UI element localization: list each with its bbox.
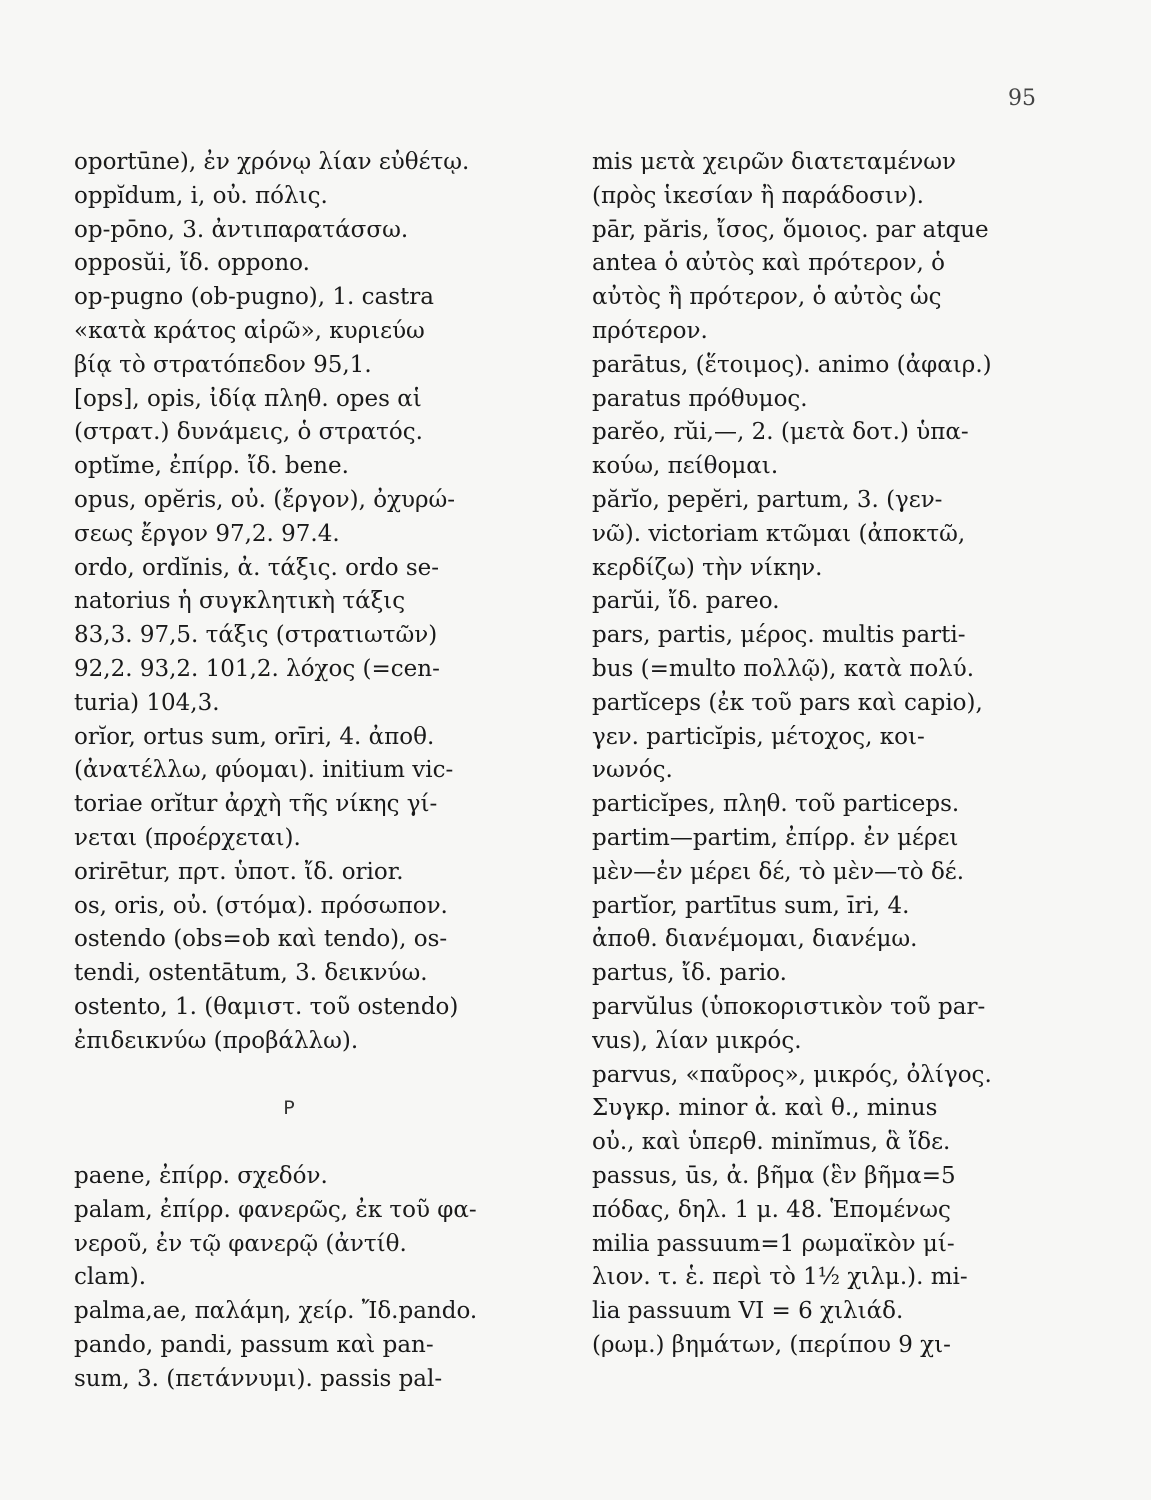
dictionary-line: lia passuum VI = 6 χιλιάδ. xyxy=(592,1298,904,1325)
dictionary-line: partus, ἴδ. pario. xyxy=(592,960,787,987)
dictionary-line: oppĭdum, i, οὐ. πόλις. xyxy=(74,182,328,209)
dictionary-line: oportūne), ἐν χρόνῳ λίαν εὐθέτῳ. xyxy=(74,149,470,175)
dictionary-line: βίᾳ τὸ στρατόπεδον 95,1. xyxy=(74,351,372,378)
dictionary-line: passus, ūs, ἀ. βῆμα (ἓν βῆμα=5 xyxy=(592,1162,956,1189)
dictionary-line: partĭor, partītus sum, īri, 4. xyxy=(592,892,910,919)
dictionary-line: πρότερον. xyxy=(592,317,708,344)
dictionary-line: pars, partis, μέρος. multis parti- xyxy=(592,622,966,649)
dictionary-line: optĭme, ἐπίρρ. ἴδ. bene. xyxy=(74,453,349,480)
dictionary-line: părĭo, pepĕri, partum, 3. (γεν- xyxy=(592,486,943,513)
dictionary-line: pār, păris, ἴσος, ὅμοιος. par atque xyxy=(592,216,989,243)
page-number: 95 xyxy=(1008,86,1036,111)
dictionary-line: parvus, «παῦρος», μικρός, ὀλίγος. xyxy=(592,1061,992,1088)
dictionary-line: parvŭlus (ὑποκοριστικὸν τοῦ par- xyxy=(592,993,986,1020)
dictionary-line: 92,2. 93,2. 101,2. λόχος (=cen- xyxy=(74,655,440,682)
dictionary-line: partim—partim, ἐπίρρ. ἐν μέρει xyxy=(592,824,959,851)
right-column xyxy=(592,146,1052,1363)
dictionary-line: (στρατ.) δυνάμεις, ὁ στρατός. xyxy=(74,419,423,446)
dictionary-line: tendi, ostentātum, 3. δεικνύω. xyxy=(74,960,428,987)
dictionary-line: κούω, πείθομαι. xyxy=(592,453,779,480)
dictionary-line: palma,ae, παλάμη, χείρ. Ἴδ.pando. xyxy=(74,1298,478,1325)
blank-line xyxy=(74,1059,574,1093)
dictionary-line: opposŭi, ἴδ. oppono. xyxy=(74,250,310,277)
dictionary-line: μὲν—ἐν μέρει δέ, τὸ μὲν—τὸ δέ. xyxy=(592,858,965,885)
dictionary-line: parŭi, ἴδ. pareo. xyxy=(592,588,780,615)
section-letter: P xyxy=(283,1097,295,1120)
dictionary-line: 83,3. 97,5. τάξις (στρατιωτῶν) xyxy=(74,622,438,649)
dictionary-line: palam, ἐπίρρ. φανερῶς, ἐκ τοῦ φα- xyxy=(74,1196,477,1223)
dictionary-line: clam). xyxy=(74,1264,147,1291)
dictionary-line: antea ὁ αὐτὸς καὶ πρότερον, ὁ xyxy=(592,250,946,277)
dictionary-line: paene, ἐπίρρ. σχεδόν. xyxy=(74,1162,328,1189)
dictionary-line: νῶ). victoriam κτῶμαι (ἀποκτῶ, xyxy=(592,520,966,547)
dictionary-line: νωνός. xyxy=(592,757,673,784)
dictionary-line: op-pōno, 3. ἀντιπαρατάσσω. xyxy=(74,216,409,243)
dictionary-line: toriae orĭtur ἀρχὴ τῆς νίκης γί- xyxy=(74,791,438,818)
dictionary-line: mis μετὰ χειρῶν διατεταμένων xyxy=(592,149,957,175)
dictionary-line: «κατὰ κράτος αἱρῶ», κυριεύω xyxy=(74,317,425,344)
dictionary-line: parĕo, rŭi,—, 2. (μετὰ δοτ.) ὑπα- xyxy=(592,419,969,446)
dictionary-line: paratus πρόθυμος. xyxy=(592,385,808,412)
left-column xyxy=(74,146,574,1396)
dictionary-line: opus, opĕris, οὐ. (ἔργον), ὀχυρώ- xyxy=(74,486,456,513)
dictionary-line: turia) 104,3. xyxy=(74,689,220,716)
dictionary-line: αὐτὸς ἢ πρότερον, ὁ αὐτὸς ὡς xyxy=(592,284,942,311)
dictionary-line: orirētur, πρτ. ὑποτ. ἴδ. orior. xyxy=(74,858,404,885)
dictionary-line: λιον. τ. ἑ. περὶ τὸ 1½ χιλμ.). mi- xyxy=(592,1264,968,1291)
dictionary-line: ἀποθ. διανέμομαι, διανέμω. xyxy=(592,926,918,953)
dictionary-line: οὐ., καὶ ὑπερθ. minĭmus, ἃ ἴδε. xyxy=(592,1129,951,1156)
dictionary-line: milia passuum=1 ρωμαϊκὸν μί- xyxy=(592,1230,955,1257)
dictionary-line: os, oris, οὐ. (στόμα). πρόσωπον. xyxy=(74,892,448,919)
dictionary-line: (ρωμ.) βημάτων, (περίπου 9 χι- xyxy=(592,1331,951,1358)
dictionary-line: orĭor, ortus sum, orīri, 4. ἀποθ. xyxy=(74,723,435,750)
dictionary-line: σεως ἔργον 97,2. 97.4. xyxy=(74,520,340,547)
dictionary-line: bus (=multo πολλῷ), κατὰ πολύ. xyxy=(592,655,975,682)
dictionary-line: ordo, ordĭnis, ἀ. τάξις. ordo se- xyxy=(74,554,440,581)
dictionary-line: particĭpes, πληθ. τοῦ particeps. xyxy=(592,791,960,818)
dictionary-line: ἐπιδεικνύω (προβάλλω). xyxy=(74,1027,359,1054)
dictionary-line: πόδας, δηλ. 1 μ. 48. Ἑπομένως xyxy=(592,1196,951,1223)
dictionary-line: partĭceps (ἐκ τοῦ pars καὶ capio), xyxy=(592,689,983,716)
blank-line xyxy=(74,1126,574,1160)
dictionary-line: γεν. particĭpis, μέτοχος, κοι- xyxy=(592,723,925,750)
dictionary-line: νεται (προέρχεται). xyxy=(74,824,301,851)
dictionary-line: ostento, 1. (θαμιστ. τοῦ ostendo) xyxy=(74,993,459,1020)
dictionary-line: Συγκρ. minor ἀ. καὶ θ., minus xyxy=(592,1095,938,1122)
dictionary-line: (ἀνατέλλω, φύομαι). initium vic- xyxy=(74,757,454,784)
dictionary-line: ostendo (obs=ob καὶ tendo), os- xyxy=(74,926,448,953)
dictionary-line: (πρὸς ἱκεσίαν ἢ παράδοσιν). xyxy=(592,182,924,209)
dictionary-line: pando, pandi, passum καὶ pan- xyxy=(74,1331,434,1358)
dictionary-line: κερδίζω) τὴν νίκην. xyxy=(592,554,823,581)
dictionary-line: [ops], opis, ἰδίᾳ πληθ. opes αἱ xyxy=(74,385,422,412)
dictionary-line: νεροῦ, ἐν τῷ φανερῷ (ἀντίθ. xyxy=(74,1230,407,1257)
dictionary-line: sum, 3. (πετάννυμι). passis pal- xyxy=(74,1365,443,1392)
dictionary-line: parātus, (ἕτοιμος). animo (ἀφαιρ.) xyxy=(592,351,992,378)
dictionary-line: op-pugno (ob-pugno), 1. castra xyxy=(74,284,435,311)
dictionary-line: natorius ἡ συγκλητικὴ τάξις xyxy=(74,588,406,615)
dictionary-line: vus), λίαν μικρός. xyxy=(592,1027,802,1054)
